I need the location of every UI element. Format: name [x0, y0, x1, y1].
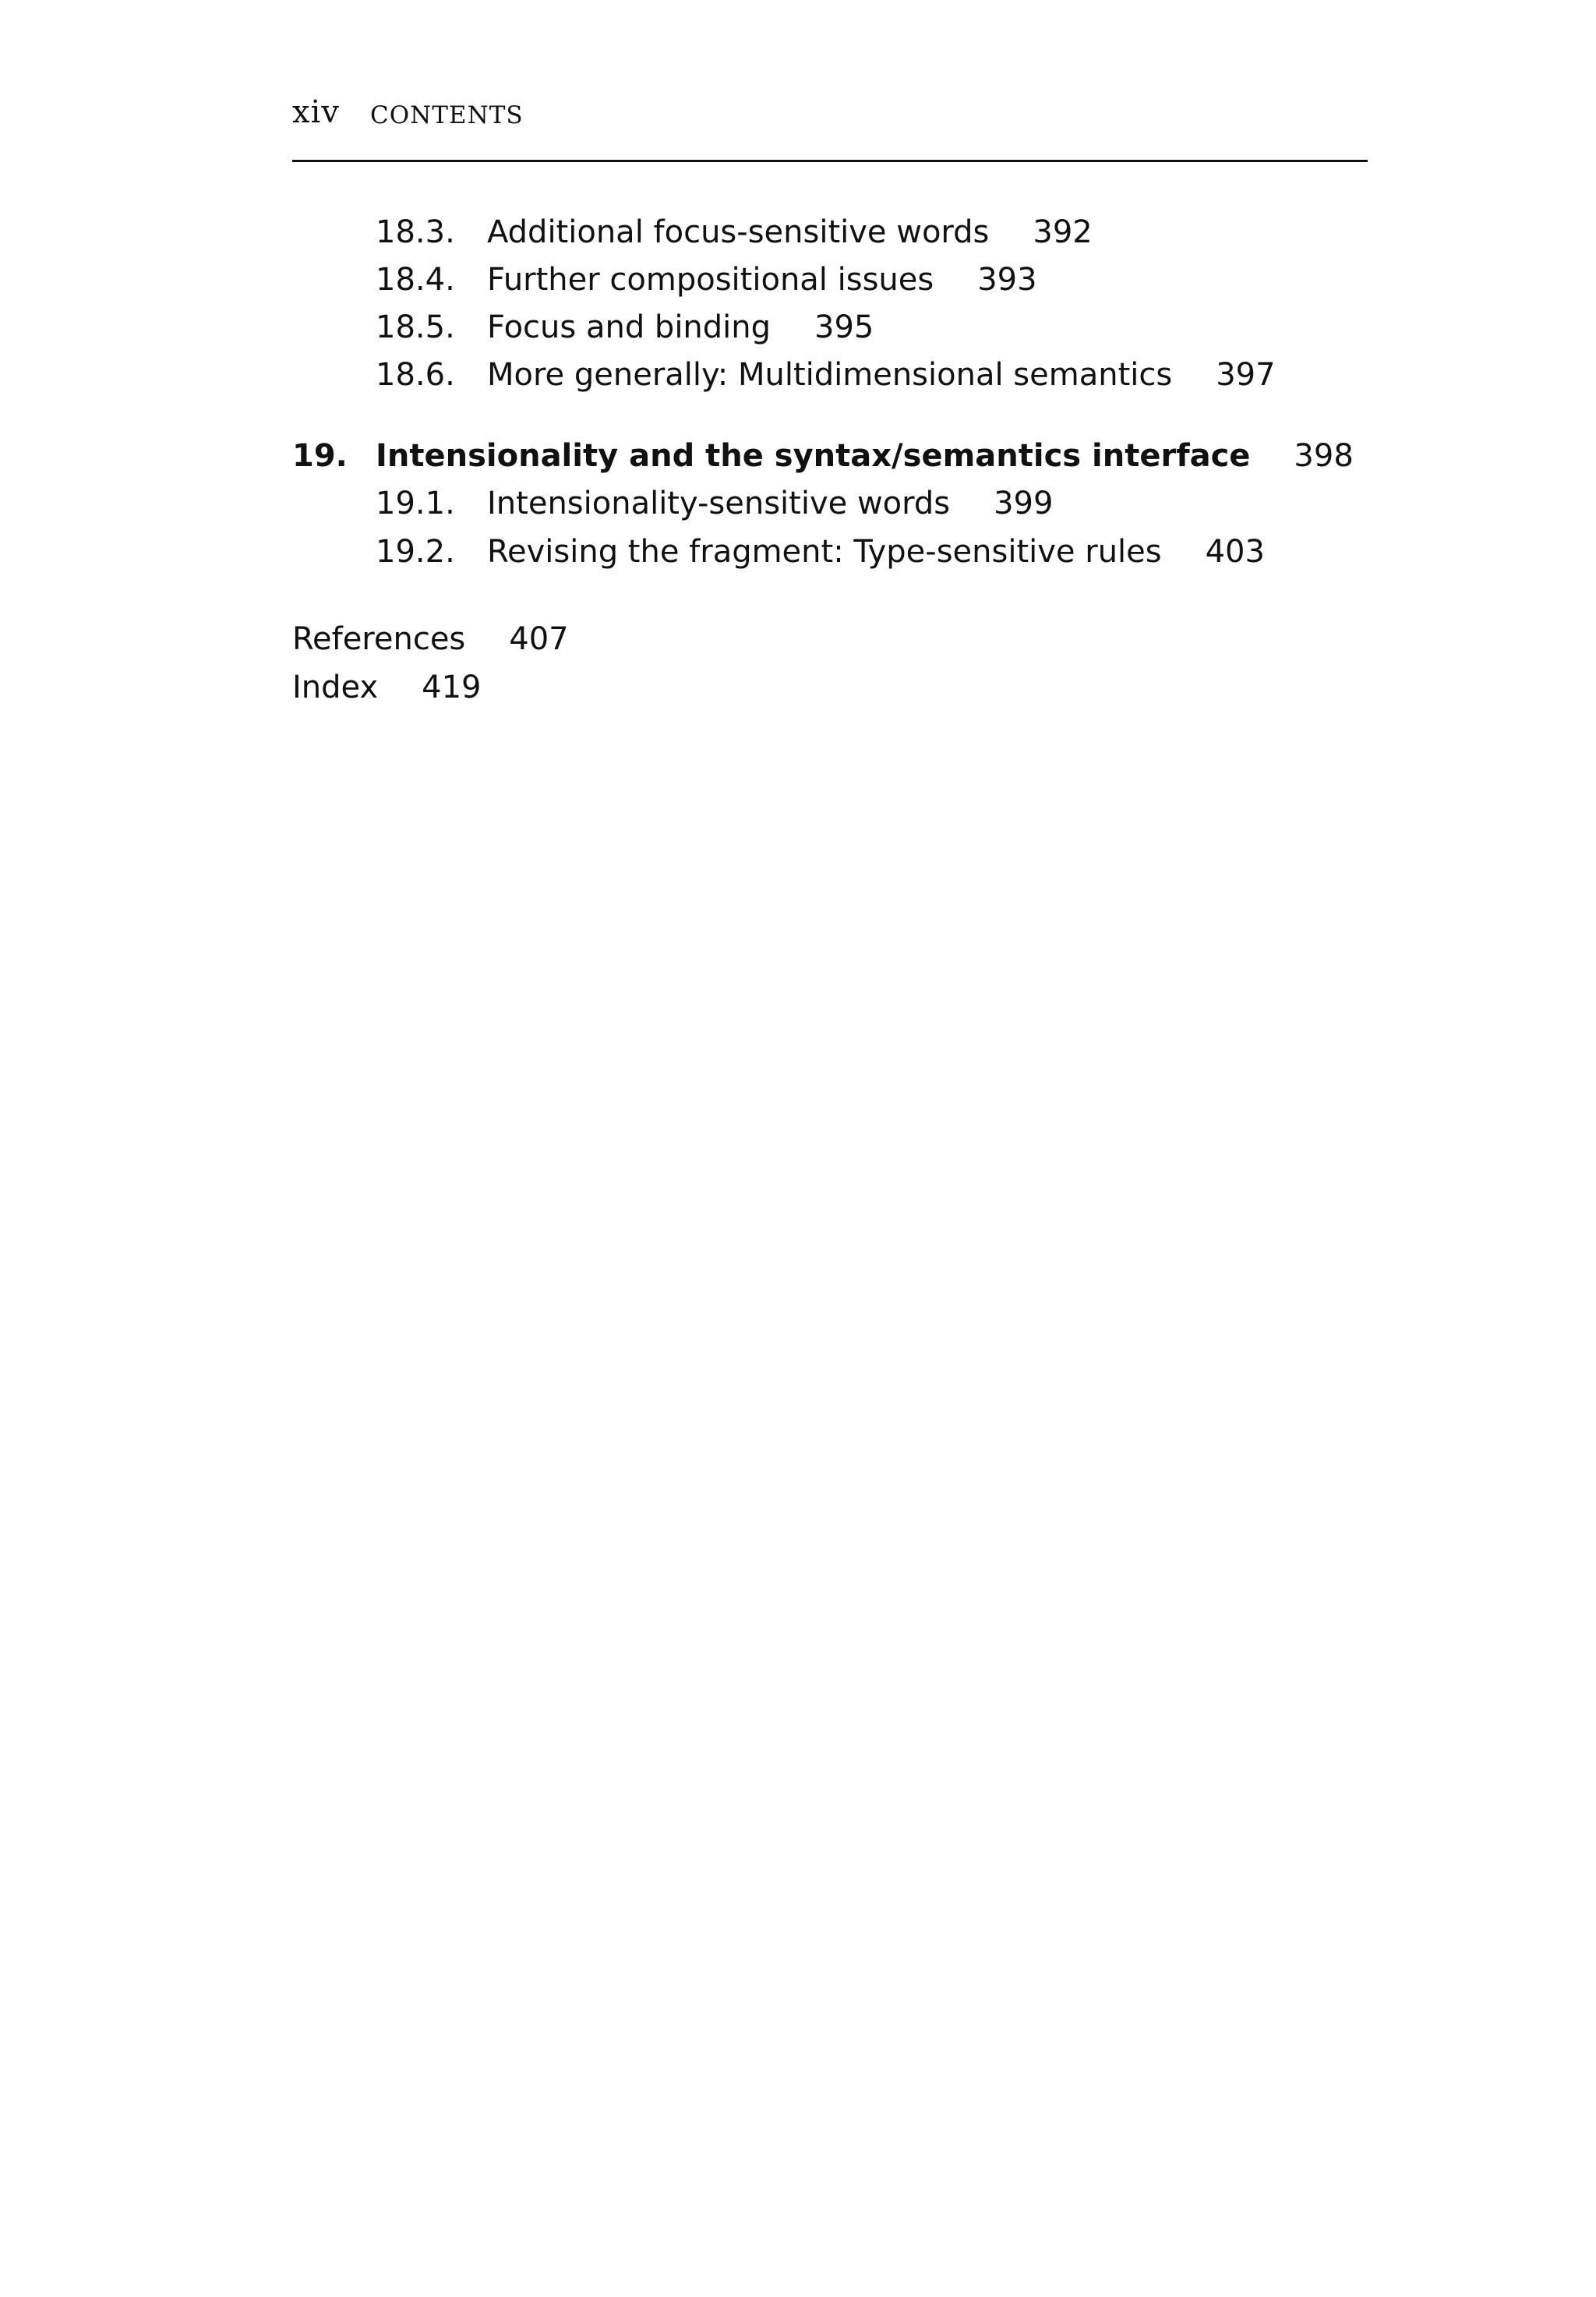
toc-entry-page: 399	[994, 486, 1054, 521]
toc-entry-page: 392	[1033, 214, 1093, 250]
toc-entry-number: 19.2.	[376, 534, 455, 570]
toc-entry-title: Intensionality-sensitive words	[487, 486, 951, 521]
toc-entry-page: 393	[977, 262, 1037, 298]
toc-entry-page: 397	[1216, 357, 1276, 393]
toc-entry-number: 18.5.	[376, 309, 455, 345]
toc-entry-title: Index	[292, 670, 379, 705]
toc-entry-title: Focus and binding	[487, 309, 772, 345]
toc-entry-title: More generally: Multidimensional semantics	[487, 357, 1173, 393]
toc-entry-title: References	[292, 621, 466, 657]
toc-entry-title: Revising the fragment: Type-sensitive rules	[487, 534, 1162, 570]
toc-entry-number: 19.1.	[376, 486, 455, 521]
toc-entry-page: 407	[509, 621, 569, 657]
toc-entry-number: 18.6.	[376, 357, 455, 393]
toc-entry-page: 395	[814, 309, 874, 345]
toc-chapter-title: Intensionality and the syntax/semantics interface	[376, 438, 1251, 474]
toc-entry-page: 403	[1205, 534, 1265, 570]
page-number: xiv	[292, 94, 340, 130]
toc-chapter-number: 19.	[292, 438, 348, 474]
toc-entry-title: Further compositional issues	[487, 262, 934, 298]
toc-entry-title: Additional focus-sensitive words	[487, 214, 990, 250]
toc-entry-number: 18.4.	[376, 262, 455, 298]
toc-entry-page: 398	[1294, 438, 1354, 474]
toc-entry-page: 419	[422, 670, 482, 705]
running-head-title: CONTENTS	[370, 101, 524, 129]
running-head	[292, 92, 1368, 162]
toc-entry-number: 18.3.	[376, 214, 455, 250]
